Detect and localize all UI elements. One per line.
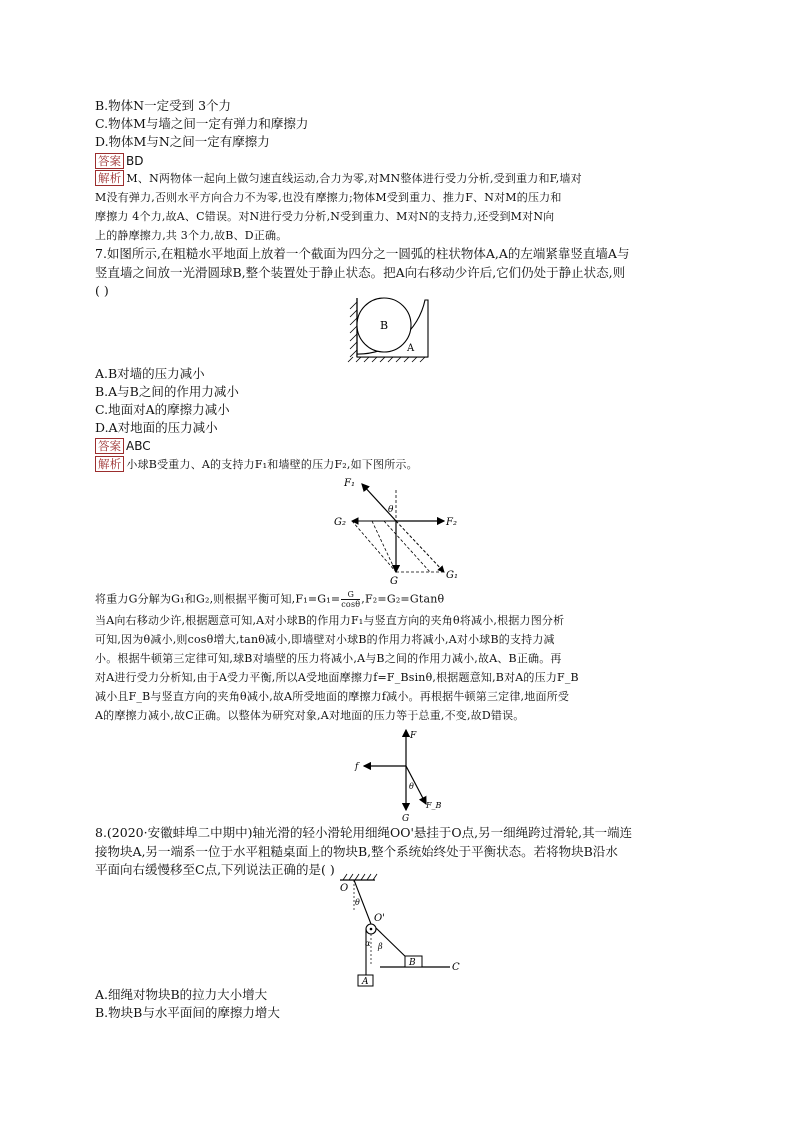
force-diagram-on-a [352, 724, 447, 824]
q7-explanation-line-6: A的摩擦力减小,故C正确。以整体为研究对象,A对地面的压力等于总重,不变,故D错误。 [95, 709, 525, 722]
force-decomposition-diagram [332, 474, 467, 586]
q7-answer: ABC [126, 439, 151, 453]
q6-option-c: C.物体M与墙之间一定有弹力和摩擦力 [95, 116, 309, 131]
fraction: $\frac{G}{\cos\theta}$ [341, 590, 361, 609]
q7-stem-line-2: 竖直墙之间放一光滑圆球B,整个装置处于静止状态。把A向右移动少许后,它们仍处于静止状态,则 [95, 265, 626, 280]
theta-label: θ [409, 782, 414, 791]
f2-label: F₂ [446, 517, 457, 528]
theta-label: θ [388, 505, 394, 515]
q7-answer-row [95, 437, 151, 455]
f1-label: F₁ [344, 478, 355, 489]
explanation-tag: 解析 [95, 456, 124, 472]
answer-tag: 答案 [95, 153, 124, 169]
alpha-label: α [365, 939, 371, 948]
q8-stem-line-1: 8.(2020·安徽蚌埠二中期中)轴光滑的轻小滑轮用细绳OO'悬挂于O点,另一细绳跨过滑轮,其一端连 [95, 825, 633, 840]
q6-answer-row [95, 152, 143, 170]
q8-pulley-figure [330, 872, 470, 990]
q7-explanation-line-4: 对A进行受力分析知,由于A受力平衡,所以A受地面摩擦力f=F_Bsinθ,根据题意知,B对A的压力F_B [95, 671, 579, 684]
f-label: F [410, 731, 417, 741]
q6-option-b: B.物体N一定受到 3个力 [95, 98, 232, 113]
q8-stem-line-2: 接物块A,另一端系一位于水平粗糙桌面上的物块B,整个系统始终处于平衡状态。若将物块B沿水 [95, 844, 618, 859]
a-label: A [362, 977, 369, 987]
o-prime-label: O' [374, 913, 385, 924]
q8-option-a: A.细绳对物块B的拉力大小增大 [95, 987, 268, 1002]
ball-label: B [380, 319, 389, 332]
q8-option-b: B.物块B与水平面间的摩擦力增大 [95, 1005, 280, 1020]
b-label: B [409, 958, 416, 968]
q7-explanation-line-2: 可知,因为θ减小,则cosθ增大,tanθ减小,即墙壁对小球B的作用力将减小,A对小球B的支持力减 [95, 633, 555, 646]
q7-explanation-line-3: 小。根据牛顿第三定律可知,球B对墙壁的压力将减小,A与B之间的作用力减小,故A、B正确。再 [95, 652, 562, 665]
q7-option-a: A.B对墙的压力减小 [95, 366, 205, 381]
friction-label: f [355, 762, 359, 772]
q6-answer: BD [126, 154, 144, 168]
o-label: O [340, 883, 349, 894]
q6-option-d: D.物体M与N之间一定有摩擦力 [95, 134, 270, 149]
block-label: A [407, 343, 415, 354]
g1-label: G₁ [446, 570, 458, 581]
g-label: G [402, 814, 410, 824]
q7-option-c: C.地面对A的摩擦力减小 [95, 402, 230, 417]
q7-explanation-first: 解析 小球B受重力、A的支持力F₁和墙壁的压力F₂,如下图所示。 [95, 456, 418, 475]
theta-label: θ [355, 898, 360, 907]
q7-option-d: D.A对地面的压力减小 [95, 420, 218, 435]
q6-explanation-line-4: 上的静摩擦力,共 3个力,故B、D正确。 [95, 229, 288, 242]
q7-option-b: B.A与B之间的作用力减小 [95, 384, 239, 399]
g2-label: G₂ [334, 517, 346, 528]
q6-explanation-line-1: 解析 M、N两物体一起向上做匀速直线运动,合力为零,对MN整体进行受力分析,受到重力和F,墙对 [95, 170, 582, 189]
q7-stem-line-1: 7.如图所示,在粗糙水平地面上放着一个截面为四分之一圆弧的柱状物体A,A的左端紧靠竖直墙A与 [95, 246, 630, 261]
answer-tag: 答案 [95, 438, 124, 454]
g-label: G [390, 576, 398, 587]
explanation-tag: 解析 [95, 170, 124, 186]
c-label: C [452, 962, 460, 973]
q8-stem-line-3: 平面向右缓慢移至C点,下列说法正确的是( ) [95, 862, 335, 877]
q7-explanation-line-5: 减小且F_B与竖直方向的夹角θ减小,故A所受地面的摩擦力f减小。再根据牛顿第三定律,地面所受 [95, 690, 570, 703]
q7-stem-line-3: ( ) [95, 283, 109, 298]
q7-explanation-line-1: 当A向右移动少许,根据题意可知,A对小球B的作用力F₁与竖直方向的夹角θ将减小,根据力图分析 [95, 614, 565, 627]
q7-formula-line: 将重力G分解为G₁和G₂,则根据平衡可知,F₁=G₁= $\frac{G}{\cos\theta}$ ,F₂=G₂=Gtanθ [95, 590, 445, 609]
beta-label: β [378, 942, 383, 951]
fb-label: F_B [426, 801, 442, 810]
q7-wall-ball-figure [345, 296, 430, 364]
q6-explanation-line-3: 摩擦力 4个力,故A、C错误。对N进行受力分析,N受到重力、M对N的支持力,还受到M对N向 [95, 210, 555, 223]
q6-explanation-line-2: M没有弹力,否则水平方向合力不为零,也没有摩擦力;物体M受到重力、推力F、N对M的压力和 [95, 191, 562, 204]
